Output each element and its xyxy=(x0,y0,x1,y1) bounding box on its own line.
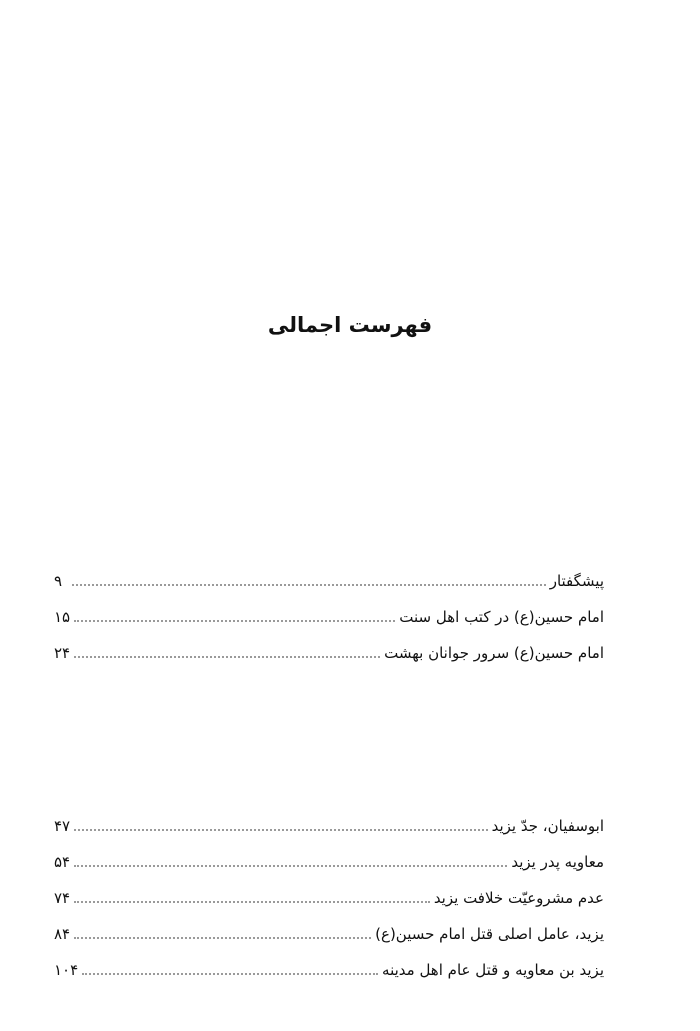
dot-leader xyxy=(74,864,507,867)
toc-entry[interactable] xyxy=(54,947,604,983)
toc-entry-page: ۴۷ xyxy=(54,817,71,835)
toc-entry[interactable] xyxy=(54,630,604,666)
toc-group-2 xyxy=(54,803,604,983)
toc-entry[interactable] xyxy=(54,875,604,911)
toc-entry-title: یزید، عامل اصلی قتل امام حسین(ع) xyxy=(375,925,604,943)
toc-entry[interactable] xyxy=(54,594,604,630)
toc-entry-page: ۱۰۴ xyxy=(54,961,79,979)
dot-leader xyxy=(74,828,487,831)
toc-entry-page: ۵۴ xyxy=(54,853,71,871)
toc-entry[interactable] xyxy=(54,803,604,839)
dot-leader xyxy=(74,936,371,939)
toc-entry-title: معاویه پدر یزید xyxy=(511,853,604,871)
dot-leader xyxy=(82,972,378,975)
toc-entry[interactable] xyxy=(54,911,604,947)
toc-group-1 xyxy=(54,558,604,666)
toc-entry-title: امام حسین(ع) سرور جوانان بهشت xyxy=(384,644,604,662)
dot-leader xyxy=(74,655,380,658)
dot-leader xyxy=(74,619,395,622)
toc-entry-page: ۷۴ xyxy=(54,889,71,907)
dot-leader xyxy=(72,583,546,586)
toc-entry-title: یزید بن معاویه و قتل عام اهل مدینه xyxy=(382,961,604,979)
toc-entry-title: عدم مشروعیّت خلافت یزید xyxy=(433,889,604,907)
toc-entry-title: ابوسفیان، جدّ یزید xyxy=(491,817,604,835)
toc-entry[interactable] xyxy=(54,558,604,594)
page-title: فهرست اجمالی xyxy=(267,313,433,337)
toc-entry-page: ۱۵ xyxy=(54,608,71,626)
toc-entry[interactable] xyxy=(54,839,604,875)
dot-leader xyxy=(74,900,430,903)
toc-entry-title: پیشگفتار xyxy=(549,572,604,590)
toc-entry-title: امام حسین(ع) در کتب اهل سنت xyxy=(399,608,604,626)
toc-entry-page: ۸۴ xyxy=(54,925,71,943)
toc-entry-page: ۹ xyxy=(54,572,63,590)
toc-entry-page: ۲۴ xyxy=(54,644,71,662)
